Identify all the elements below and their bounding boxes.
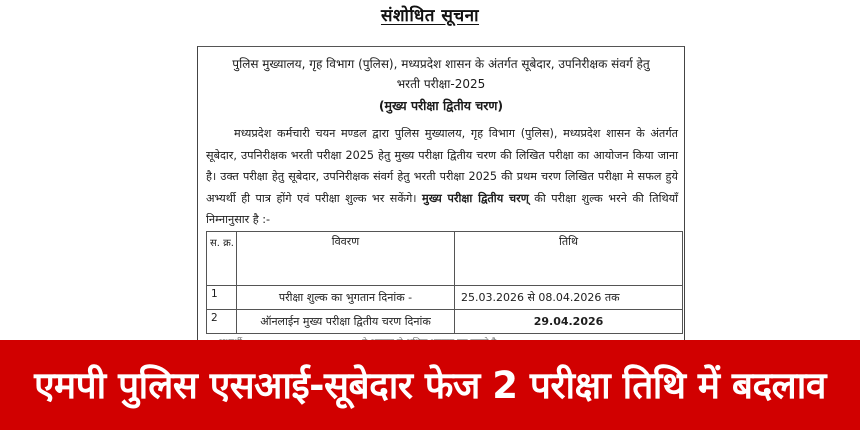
banner-headline: एमपी पुलिस एसआई-सूबेदार फेज 2 परीक्षा तिथि में बदलाव [34,363,826,407]
paragraph-text-2: की परीक्षा शुल्क भरने की तिथियाँ निम्नानुसार है :- [206,191,679,226]
table-header-row [207,232,683,286]
headline-banner [0,340,860,430]
header-line-stage: (मुख्य परीक्षा द्वितीय चरण) [378,98,504,113]
notice-paragraph [206,123,678,231]
row-description: ऑनलाईन मुख्य परीक्षा द्वितीय चरण दिनांक [237,310,455,334]
fee-schedule-table [206,231,683,334]
header-line-exam: भरती परीक्षा-2025 [396,77,486,91]
header-date: तिथि [455,232,683,286]
paragraph-text-1: मध्यप्रदेश कर्मचारी चयन मण्डल द्वारा पुलिस मुख्यालय, गृह विभाग (पुलिस), मध्यप्रदेश शासन के अंतर्गत सूबेदार, उपनिरीक्षक भरती परीक्षा 2025 हेतु मुख्य परीक्षा द्वितीय चरण की लिखित परीक्षा का आयोजन किया जाना है। उक्त परीक्षा हेतु सूबेदार, उपनिरीक्षक संवर्ग हेतु भरती परीक्षा 2025 की प्रथम चरण लिखित परीक्षा मे सफल हुये अभ्यर्थी ही पात्र होंगे एवं परीक्षा शुल्क भर सकेंगे। [206,127,678,205]
table-row [207,310,683,334]
header-line-department: पुलिस मुख्यालय, गृह विभाग (पुलिस), मध्यप्रदेश शासन के अंतर्गत सूबेदार, उपनिरीक्षक संवर्ग हेतु [232,57,650,71]
header-serial: स. क्र. [207,232,237,286]
header-description: विवरण [237,232,455,286]
notice-document [197,46,685,366]
table-row [207,286,683,310]
row-description: परीक्षा शुल्क का भुगतान दिनांक - [237,286,455,310]
row-date: 29.04.2026 [455,310,683,334]
row-serial: 1 [207,286,237,310]
row-date: 25.03.2026 से 08.04.2026 तक [455,286,683,310]
paragraph-bold-text: मुख्य परीक्षा द्वितीय चरण् [422,191,529,205]
row-serial: 2 [207,310,237,334]
notice-title: संशोधित सूचना [380,6,480,26]
